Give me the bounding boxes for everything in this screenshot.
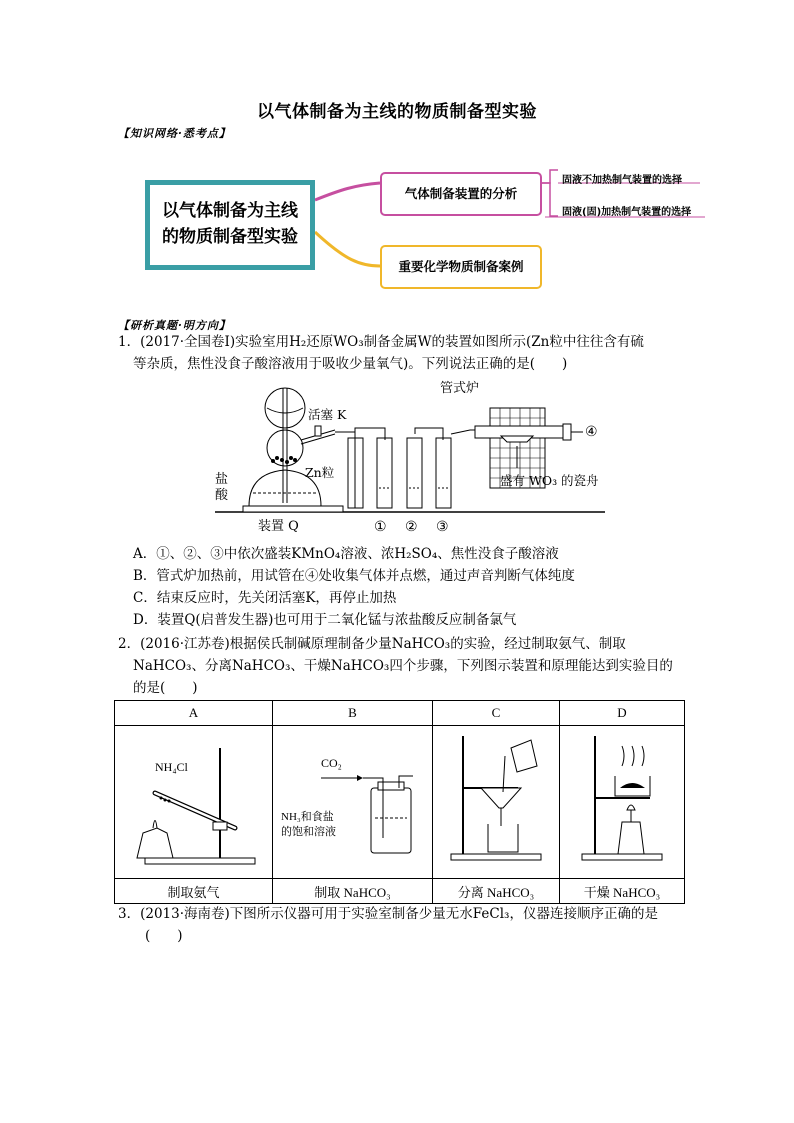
q2-figure-a [115,726,273,879]
section-heading-knowledge: 【知识网络·悉考点】 [118,127,231,140]
mind-map-branch-cases: 重要化学物质制备案例 [380,245,542,289]
mind-map-branch-gas: 气体制备装置的分析 [380,172,542,216]
q2-header-a: A [115,701,273,726]
q3-stem-line2: ( ) [145,928,183,944]
label-outlet-4: ④ [585,424,598,440]
label-boat: 盛有 WO₃ 的瓷舟 [500,473,599,488]
label-furnace: 管式炉 [440,381,480,396]
q2-label-nh3-line1: NH₃和食盐 [281,811,334,823]
q1-option-a: A．①、②、③中依次盛装KMnO₄溶液、浓H₂SO₄、焦性没食子酸溶液 [133,546,559,562]
q1-stem-line2: 等杂质，焦性没食子酸溶液用于吸收少量氧气)。下列说法正确的是( ) [133,356,568,372]
q1-option-d: D．装置Q(启普发生器)也可用于二氧化锰与浓盐酸反应制备氯气 [133,612,517,628]
section-heading-exam: 【研析真题·明方向】 [118,319,231,332]
q2-header-b: B [273,701,433,726]
q1-option-b: B．管式炉加热前，用试管在④处收集气体并点燃，通过声音判断气体纯度 [133,568,575,584]
mind-map-leaf-1: 固液不加热制气装置的选择 [562,175,682,186]
label-acid-1: 盐 [215,472,229,487]
label-bottle-1: ① [374,519,387,535]
q2-figure-b [273,726,433,879]
q2-caption-d: 干燥 NaHCO₃ [560,879,685,904]
q2-stem-line1: 2．(2016·江苏卷)根据侯氏制碱原理制备少量NaHCO₃的实验，经过制取氨气、制取 [118,636,626,652]
q1-apparatus-diagram [205,378,610,536]
mind-map-center [145,180,315,270]
q2-figure-c [433,726,560,879]
mind-map-center-line1: 以气体制备为主线 [162,201,298,221]
label-valve: 活塞 K [308,407,347,422]
q3-stem-line1: 3．(2013·海南卷)下图所示仪器可用于实验室制备少量无水FeCl₃，仪器连接顺序正确的是 [118,906,658,922]
q2-choices-table [114,700,685,904]
mind-map-center-line2: 的物质制备型实验 [162,227,298,247]
q2-caption-b: 制取 NaHCO₃ [273,879,433,904]
q2-caption-c: 分离 NaHCO₃ [433,879,560,904]
q2-stem-line3: 的是( ) [133,680,198,696]
q2-label-co2: CO₂ [321,756,342,770]
q1-stem-line1: 1．(2017·全国卷Ⅰ)实验室用H₂还原WO₃制备金属W的装置如图所示(Zn粒中往往含有硫 [118,334,644,350]
q2-label-nh3-line2: 的饱和溶液 [281,826,336,838]
q2-stem-line2: NaHCO₃、分离NaHCO₃、干燥NaHCO₃四个步骤，下列图示装置和原理能达到实验目的 [133,658,673,674]
label-device-q: 装置 Q [258,519,299,534]
q2-figure-d [560,726,685,879]
label-bottle-3: ③ [436,519,449,535]
q1-option-c: C．结束反应时，先关闭活塞K，再停止加热 [133,590,397,606]
q2-label-nh4cl: NH₄Cl [155,760,188,774]
label-bottle-2: ② [405,519,418,535]
q2-caption-a: 制取氨气 [115,879,273,904]
label-acid-2: 酸 [215,488,229,503]
label-zn: Zn粒 [305,465,335,480]
page-title: 以气体制备为主线的物质制备型实验 [257,102,537,122]
q2-header-d: D [560,701,685,726]
mind-map-leaf-2: 固液(固)加热制气装置的选择 [562,207,692,218]
q2-header-c: C [433,701,560,726]
